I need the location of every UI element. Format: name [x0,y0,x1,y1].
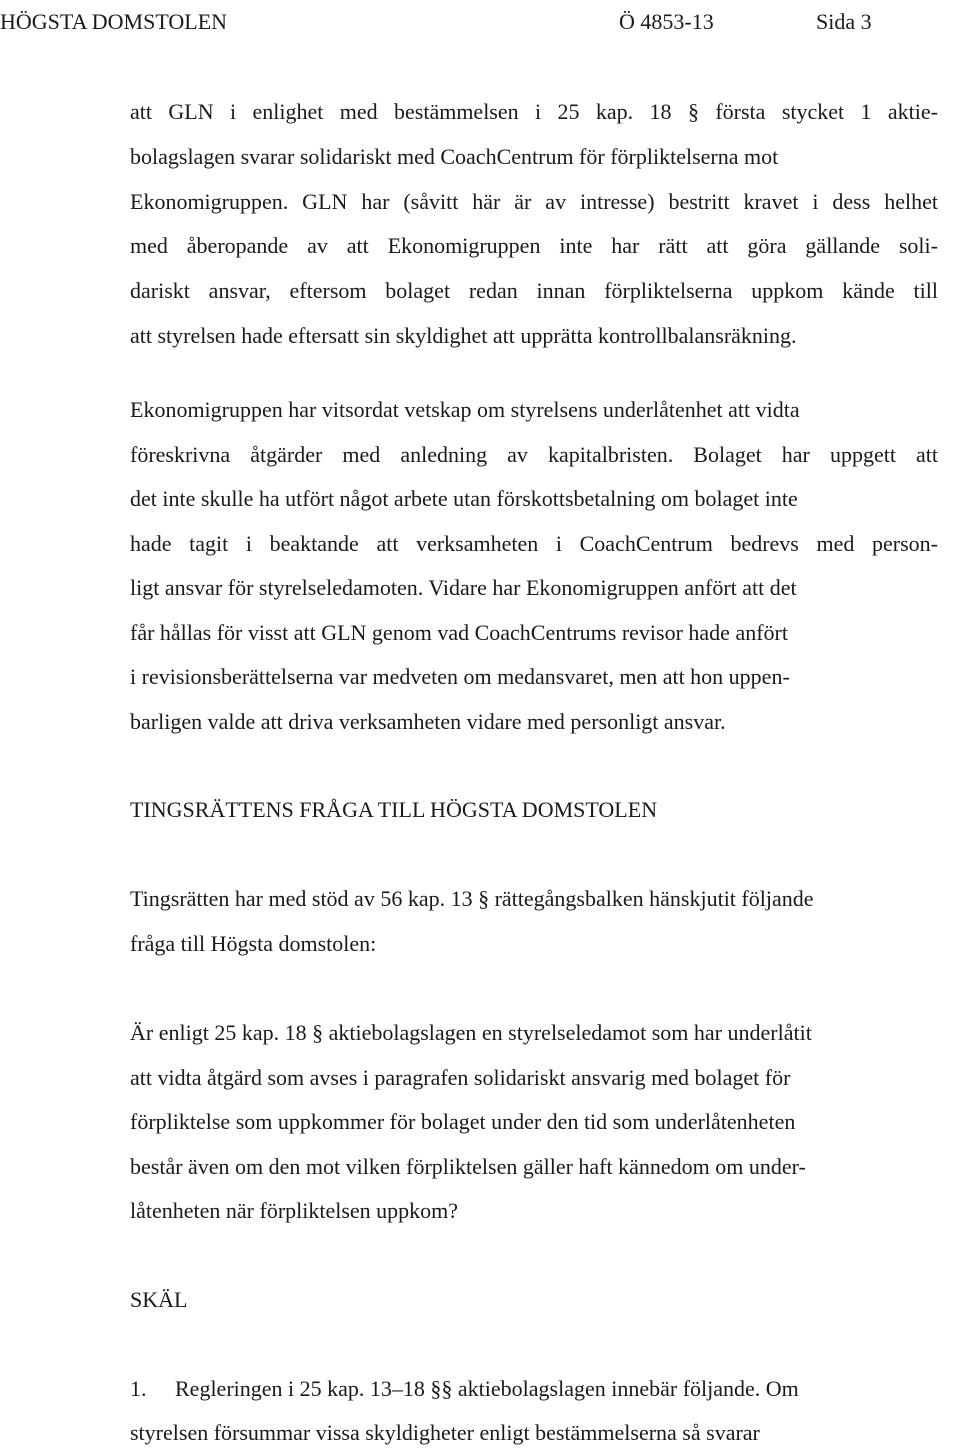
paragraph-2-line-2: föreskrivna åtgärder med anledning av kapitalbristen. Bolaget har uppgett att [130,442,938,467]
paragraph-2-line-8: barligen valde att driva verksamheten vidare med personligt ansvar. [130,709,726,734]
section-heading-reasons: SKÄL [130,1287,188,1312]
paragraph-4-line-3: förpliktelse som uppkommer för bolaget under den tid som underlåtenheten [130,1109,796,1134]
paragraph-4-line-5: låtenheten när förpliktelsen uppkom? [130,1198,459,1223]
paragraph-5-first-line-text: Regleringen i 25 kap. 13–18 §§ aktiebolagslagen innebär följande. Om [175,1376,799,1401]
paragraph-3-line-2: fråga till Högsta domstolen: [130,931,377,956]
paragraph-2-line-7: i revisionsberättelserna var medveten om medansvaret, men att hon uppen- [130,664,790,689]
paragraph-1-line-2: bolagslagen svarar solidariskt med CoachCentrum för förpliktelserna mot [130,144,779,169]
paragraph-1-line-1: att GLN i enlighet med bestämmelsen i 25 kap. 18 § första stycket 1 aktie- [130,99,938,124]
paragraph-number: 1. [130,1376,147,1401]
court-name: HÖGSTA DOMSTOLEN [0,9,228,34]
paragraph-4-line-4: består även om den mot vilken förpliktelsen gäller haft kännedom om under- [130,1154,806,1179]
page-number: Sida 3 [816,9,872,34]
case-number: Ö 4853-13 [619,9,714,34]
paragraph-1-line-4: med åberopande av att Ekonomigruppen inte har rätt att göra gällande soli- [130,233,938,258]
paragraph-1-line-6: att styrelsen hade eftersatt sin skyldighet att upprätta kontrollbalansräkning. [130,323,797,348]
paragraph-2-line-4: hade tagit i beaktande att verksamheten i CoachCentrum bedrevs med person- [130,531,938,556]
paragraph-2-line-3: det inte skulle ha utfört något arbete utan förskottsbetalning om bolaget inte [130,486,798,511]
paragraph-5-line-2: styrelsen försummar vissa skyldigheter enligt bestämmelserna så svarar [130,1420,760,1445]
paragraph-2-line-5: ligt ansvar för styrelseledamoten. Vidare har Ekonomigruppen anfört att det [130,575,797,600]
paragraph-4-line-2: att vidta åtgärd som avses i paragrafen solidariskt ansvarig med bolaget för [130,1065,791,1090]
section-heading-question: TINGSRÄTTENS FRÅGA TILL HÖGSTA DOMSTOLEN [130,797,658,822]
page-header [0,4,960,40]
paragraph-2-line-1: Ekonomigruppen har vitsordat vetskap om styrelsens underlåtenhet att vidta [130,397,800,422]
paragraph-2-line-6: får hållas för visst att GLN genom vad CoachCentrums revisor hade anfört [130,620,788,645]
paragraph-4-line-1: Är enligt 25 kap. 18 § aktiebolagslagen en styrelseledamot som har underlåtit [130,1020,812,1045]
paragraph-1-line-3: Ekonomigruppen. GLN har (såvitt här är av intresse) bestritt kravet i dess helhet [130,189,938,214]
paragraph-1-line-5: dariskt ansvar, eftersom bolaget redan innan förpliktelserna uppkom kände till [130,278,938,303]
paragraph-3-line-1: Tingsrätten har med stöd av 56 kap. 13 § rättegångsbalken hänskjutit följande [130,886,814,911]
paragraph-5-line-1 [130,1374,799,1404]
